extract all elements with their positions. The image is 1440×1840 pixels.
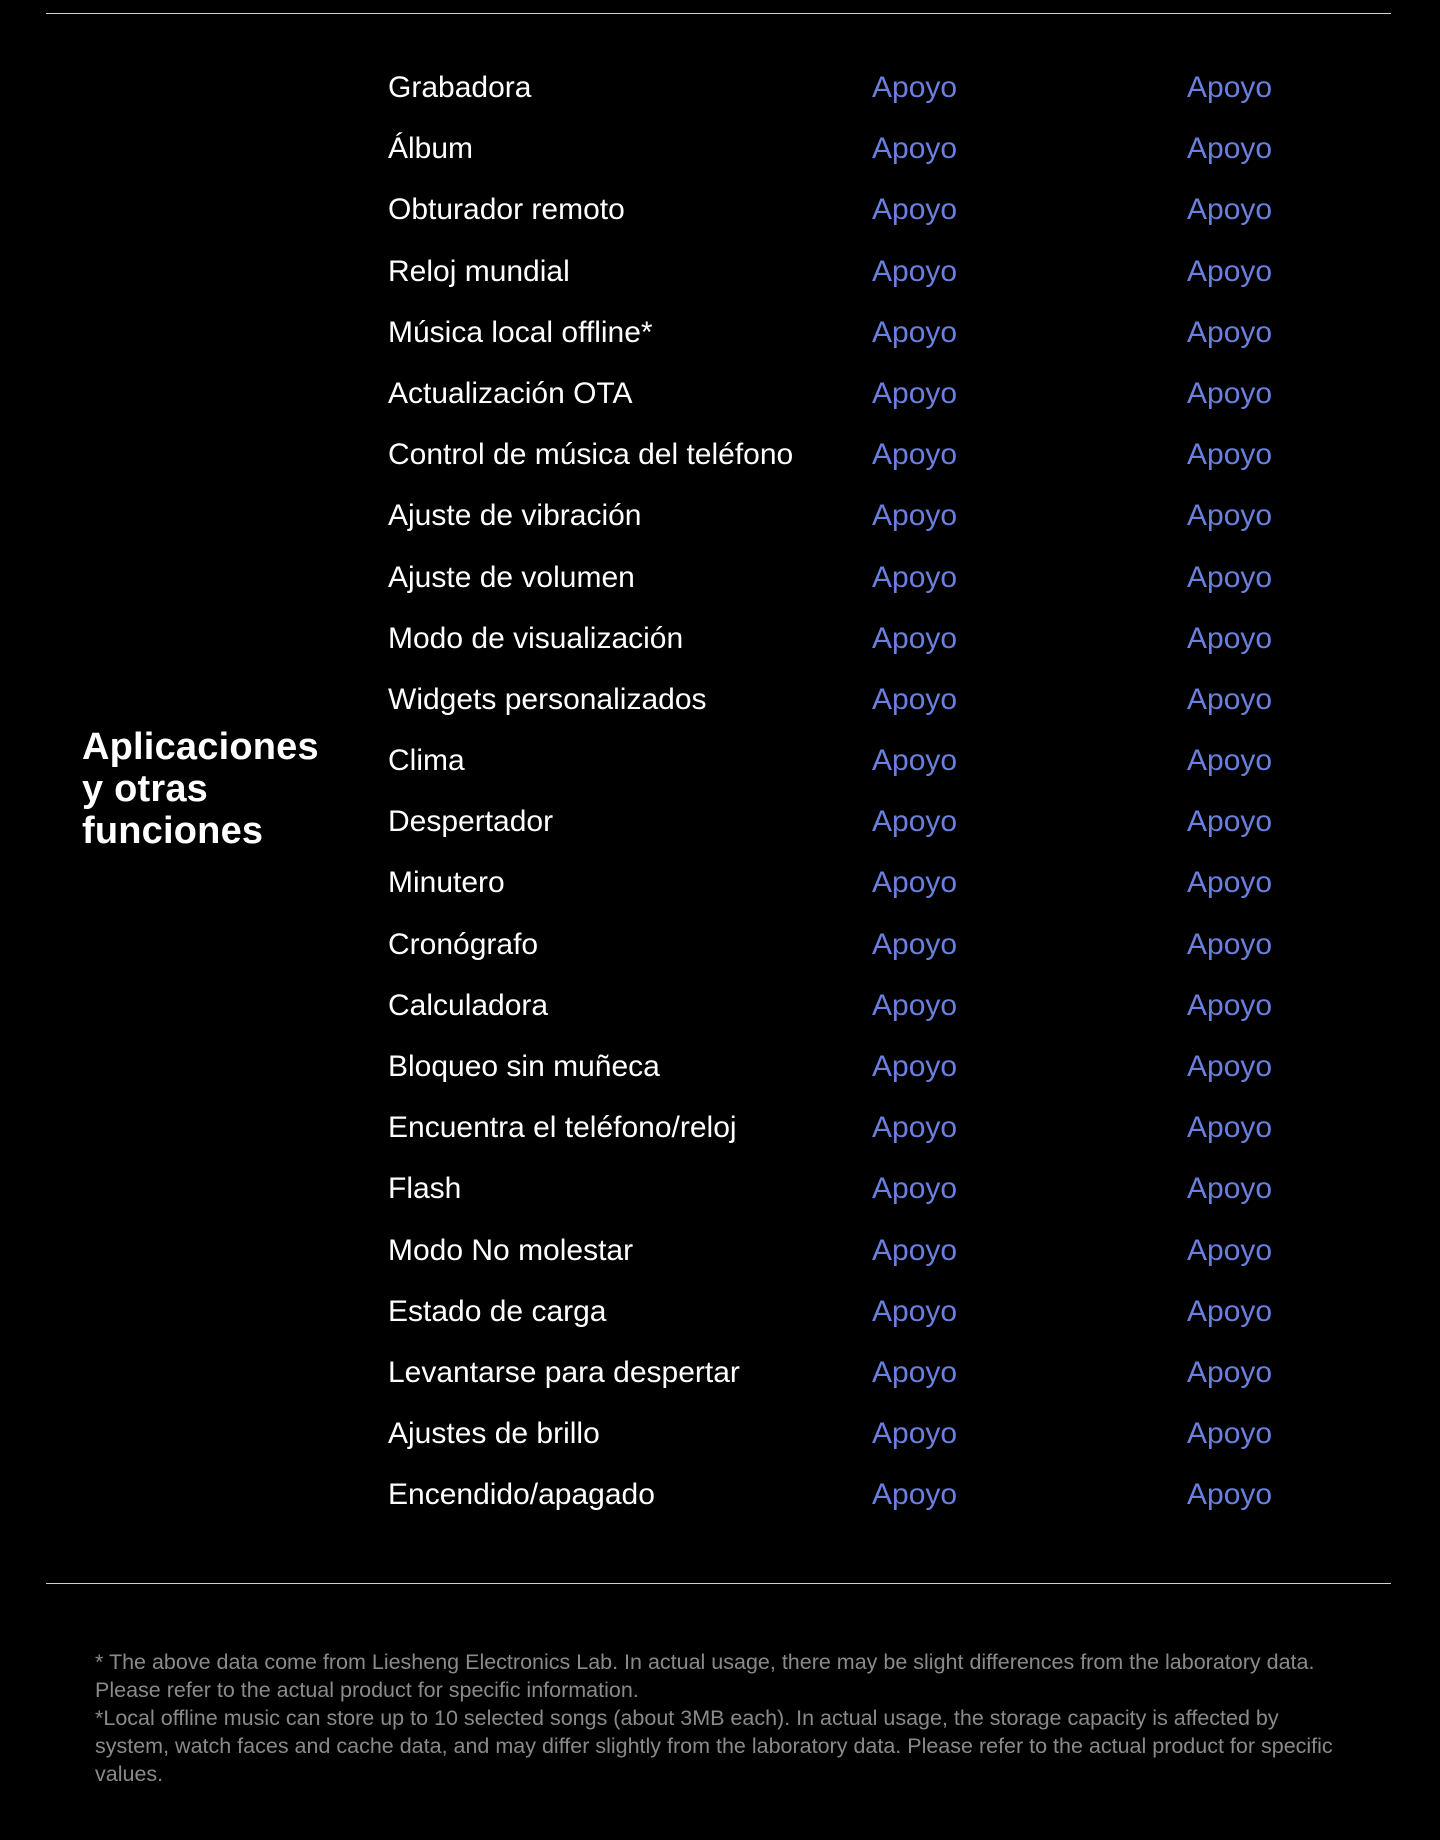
feature-name: Reloj mundial	[388, 254, 570, 288]
support-value-col-2: Apoyo	[1187, 132, 1273, 166]
table-row	[0, 245, 1440, 306]
feature-name: Ajuste de vibración	[388, 499, 642, 533]
support-value-col-1: Apoyo	[872, 682, 958, 716]
feature-name: Ajuste de volumen	[388, 560, 635, 594]
support-value-col-1: Apoyo	[872, 621, 958, 655]
support-value-col-1: Apoyo	[872, 1355, 958, 1389]
support-value-col-2: Apoyo	[1187, 1050, 1273, 1083]
support-value-col-2: Apoyo	[1187, 1294, 1273, 1328]
table-row	[0, 183, 1440, 244]
feature-name: Despertador	[388, 805, 554, 839]
table-row	[0, 1040, 1440, 1101]
feature-name: Cronógrafo	[388, 927, 539, 961]
top-divider	[46, 13, 1391, 14]
support-value-col-2: Apoyo	[1187, 1172, 1273, 1206]
support-value-col-1: Apoyo	[872, 1172, 958, 1206]
support-value-col-1: Apoyo	[872, 1478, 958, 1512]
support-value-col-1: Apoyo	[872, 805, 958, 839]
feature-name: Música local offline*	[388, 315, 653, 349]
table-row	[0, 734, 1440, 795]
support-value-col-1: Apoyo	[872, 315, 958, 349]
feature-name: Flash	[388, 1172, 462, 1206]
table-row	[0, 1162, 1440, 1223]
support-value-col-2: Apoyo	[1187, 744, 1273, 778]
table-row	[0, 428, 1440, 489]
support-value-col-2: Apoyo	[1187, 1478, 1273, 1512]
support-value-col-1: Apoyo	[872, 1233, 958, 1267]
table-row	[0, 306, 1440, 367]
support-value-col-1: Apoyo	[872, 1294, 958, 1328]
support-value-col-2: Apoyo	[1187, 254, 1273, 288]
table-row	[0, 1285, 1440, 1346]
feature-name: Control de música del teléfono	[388, 438, 794, 472]
support-value-col-1: Apoyo	[872, 560, 958, 594]
support-value-col-2: Apoyo	[1187, 866, 1273, 900]
support-value-col-2: Apoyo	[1187, 560, 1273, 594]
table-row	[0, 856, 1440, 917]
table-row	[0, 1346, 1440, 1407]
table-row	[0, 918, 1440, 979]
support-value-col-1: Apoyo	[872, 254, 958, 288]
support-value-col-2: Apoyo	[1187, 376, 1273, 410]
feature-name: Estado de carga	[388, 1294, 607, 1328]
feature-name: Álbum	[388, 132, 474, 166]
category-label-line-3: funciones	[82, 810, 264, 852]
feature-name: Grabadora	[388, 71, 532, 104]
feature-name: Calculadora	[388, 988, 549, 1022]
feature-name: Obturador remoto	[388, 193, 625, 227]
feature-table	[0, 61, 1440, 1530]
support-value-col-2: Apoyo	[1187, 438, 1273, 472]
table-row	[0, 1468, 1440, 1529]
table-row	[0, 795, 1440, 856]
bottom-divider	[46, 1583, 1391, 1584]
support-value-col-2: Apoyo	[1187, 1233, 1273, 1267]
feature-name: Levantarse para despertar	[388, 1355, 740, 1389]
support-value-col-2: Apoyo	[1187, 71, 1273, 104]
category-label-line-2: y otras	[82, 768, 209, 810]
feature-name: Actualización OTA	[388, 376, 633, 410]
feature-name: Clima	[388, 744, 465, 778]
support-value-col-1: Apoyo	[872, 132, 958, 166]
table-row	[0, 61, 1440, 122]
table-row	[0, 551, 1440, 612]
feature-name: Ajustes de brillo	[388, 1417, 600, 1451]
support-value-col-1: Apoyo	[872, 866, 958, 900]
support-value-col-2: Apoyo	[1187, 315, 1273, 349]
support-value-col-1: Apoyo	[872, 988, 958, 1022]
support-value-col-2: Apoyo	[1187, 499, 1273, 533]
feature-name: Encuentra el teléfono/reloj	[388, 1111, 737, 1145]
support-value-col-2: Apoyo	[1187, 927, 1273, 961]
support-value-col-1: Apoyo	[872, 71, 958, 104]
support-value-col-1: Apoyo	[872, 1111, 958, 1145]
table-row	[0, 979, 1440, 1040]
support-value-col-2: Apoyo	[1187, 621, 1273, 655]
footnote-2: *Local offline music can store up to 10 selected songs (about 3MB each). In actual usage, the storage capacity is affected by system, watch faces and cache data, and may differ slightly from the laboratory data. Please refer to the actual product for specific values.	[95, 1706, 1333, 1786]
support-value-col-1: Apoyo	[872, 438, 958, 472]
table-row	[0, 122, 1440, 183]
support-value-col-2: Apoyo	[1187, 1355, 1273, 1389]
support-value-col-1: Apoyo	[872, 193, 958, 227]
table-row	[0, 489, 1440, 550]
table-row	[0, 673, 1440, 734]
support-value-col-1: Apoyo	[872, 499, 958, 533]
support-value-col-1: Apoyo	[872, 1050, 958, 1083]
support-value-col-1: Apoyo	[872, 1417, 958, 1451]
footnotes	[95, 1648, 1355, 1788]
table-row	[0, 1407, 1440, 1468]
feature-name: Encendido/apagado	[388, 1478, 655, 1512]
support-value-col-2: Apoyo	[1187, 988, 1273, 1022]
feature-name: Modo No molestar	[388, 1233, 634, 1267]
feature-name: Minutero	[388, 866, 505, 900]
table-row	[0, 612, 1440, 673]
feature-name: Modo de visualización	[388, 621, 684, 655]
feature-name: Bloqueo sin muñeca	[388, 1050, 660, 1083]
category-label-line-1: Aplicaciones	[82, 726, 319, 768]
feature-name: Widgets personalizados	[388, 682, 707, 716]
table-row	[0, 367, 1440, 428]
support-value-col-1: Apoyo	[872, 744, 958, 778]
support-value-col-2: Apoyo	[1187, 1417, 1273, 1451]
support-value-col-2: Apoyo	[1187, 1111, 1273, 1145]
table-row	[0, 1224, 1440, 1285]
support-value-col-2: Apoyo	[1187, 193, 1273, 227]
support-value-col-2: Apoyo	[1187, 805, 1273, 839]
support-value-col-1: Apoyo	[872, 376, 958, 410]
footnote-1: * The above data come from Liesheng Electronics Lab. In actual usage, there may be slight differences from the laboratory data. Please refer to the actual product for specific information.	[95, 1650, 1315, 1702]
table-row	[0, 1101, 1440, 1162]
support-value-col-2: Apoyo	[1187, 682, 1273, 716]
support-value-col-1: Apoyo	[872, 927, 958, 961]
